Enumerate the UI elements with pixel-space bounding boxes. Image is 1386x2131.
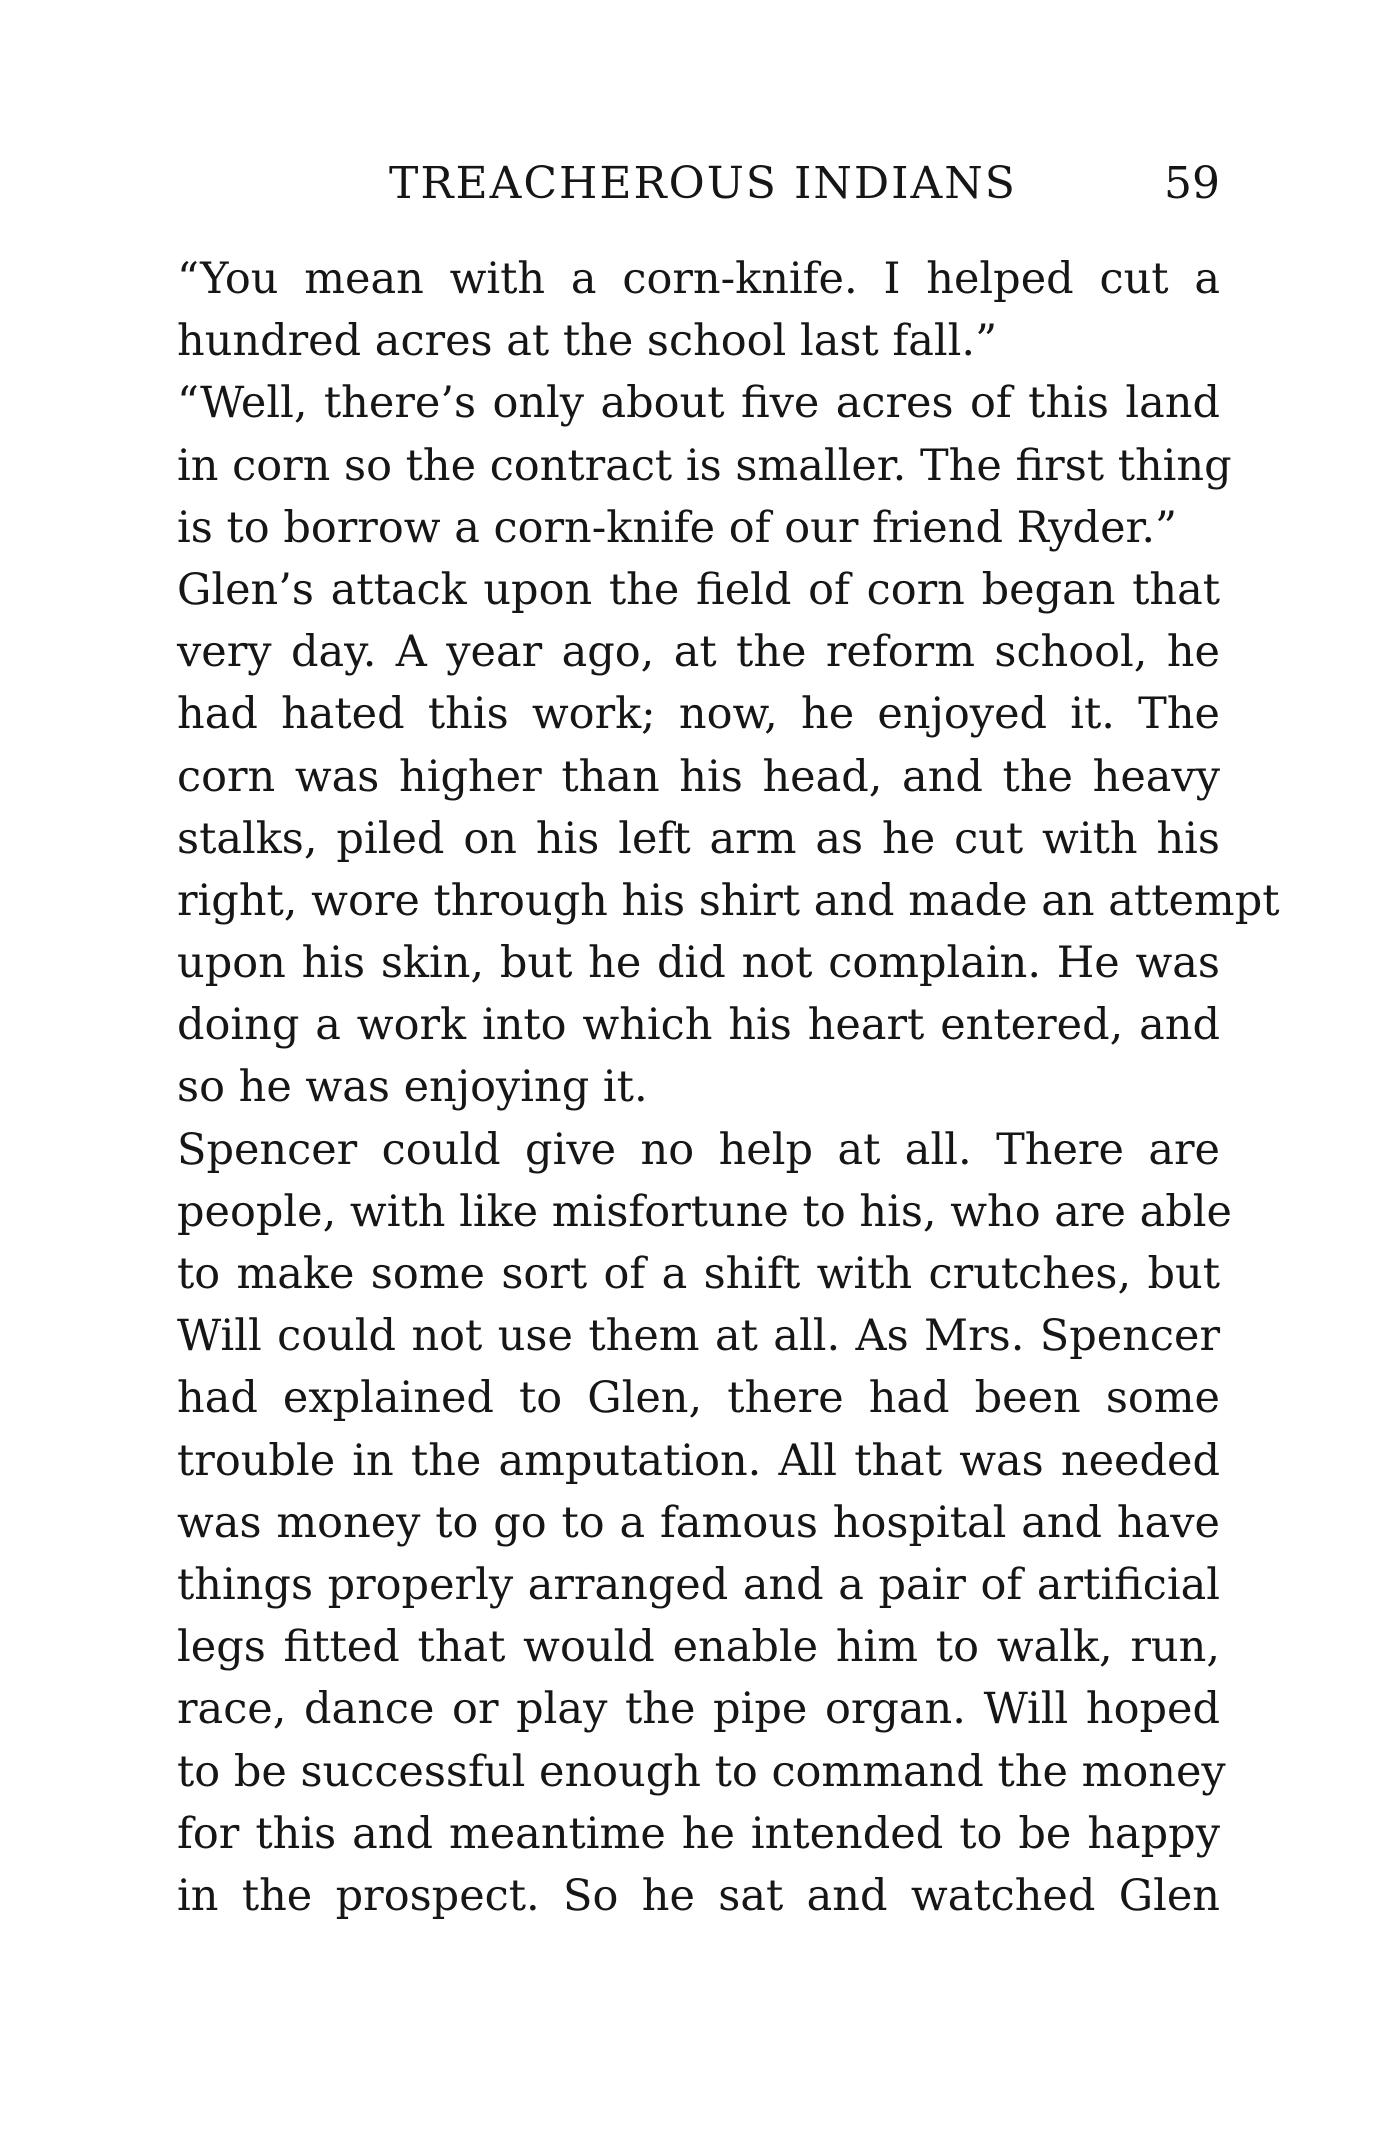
text-line: very day. A year ago, at the reform school, he bbox=[177, 627, 1220, 678]
chapter-title: TREACHEROUS INDIANS bbox=[389, 158, 1017, 209]
text-line: Glen’s attack upon the field of corn began that bbox=[177, 564, 1220, 615]
text-line: for this and meantime he intended to be happy bbox=[177, 1808, 1220, 1859]
page-number: 59 bbox=[1164, 158, 1220, 209]
text-line: hundred acres at the school last fall.” bbox=[177, 316, 998, 367]
text-line: in corn so the contract is smaller. The first thing bbox=[177, 440, 1232, 491]
text-line: is to borrow a corn-knife of our friend Ryder.” bbox=[177, 502, 1178, 553]
text-line: in the prospect. So he sat and watched Glen bbox=[177, 1870, 1220, 1921]
text-line: to be successful enough to command the money bbox=[177, 1746, 1226, 1797]
text-line: people, with like misfortune to his, who are able bbox=[177, 1186, 1232, 1237]
paragraph bbox=[177, 372, 1232, 559]
paragraph bbox=[177, 559, 1280, 1119]
text-line: trouble in the amputation. All that was needed bbox=[177, 1435, 1220, 1486]
text-line: so he was enjoying it. bbox=[177, 1062, 648, 1113]
text-line: Spencer could give no help at all. There are bbox=[177, 1124, 1220, 1175]
text-line: to make some sort of a shift with crutches, but bbox=[177, 1249, 1220, 1299]
text-line: had hated this work; now, he enjoyed it. The bbox=[177, 689, 1220, 740]
text-line: race, dance or play the pipe organ. Will hoped bbox=[177, 1684, 1220, 1735]
text-line: right, wore through his shirt and made an attempt bbox=[177, 875, 1280, 926]
text-line: “Well, there’s only about five acres of this land bbox=[177, 378, 1220, 429]
text-line: upon his skin, but he did not complain. He was bbox=[177, 938, 1220, 989]
text-line: things properly arranged and a pair of artificial bbox=[177, 1559, 1220, 1610]
text-line: had explained to Glen, there had been some bbox=[177, 1373, 1220, 1424]
paragraph bbox=[177, 1119, 1232, 1927]
text-line: legs fitted that would enable him to walk, run, bbox=[177, 1622, 1220, 1673]
text-line: stalks, piled on his left arm as he cut with his bbox=[177, 813, 1220, 864]
text-line: “You mean with a corn-knife. I helped cut a bbox=[177, 254, 1220, 304]
text-line: was money to go to a famous hospital and have bbox=[177, 1497, 1220, 1548]
text-line: corn was higher than his head, and the heavy bbox=[177, 751, 1220, 802]
body-text bbox=[177, 248, 1280, 1927]
text-line: Will could not use them at all. As Mrs. Spencer bbox=[177, 1311, 1220, 1362]
paragraph bbox=[177, 248, 1220, 372]
text-line: doing a work into which his heart entered, and bbox=[177, 1000, 1220, 1051]
running-head bbox=[170, 154, 1220, 214]
